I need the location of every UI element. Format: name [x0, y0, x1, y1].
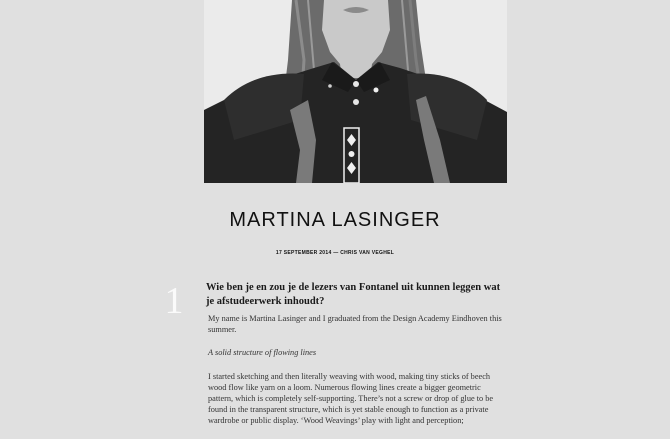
- portrait-photo: [204, 0, 507, 183]
- question-text: Wie ben je en zou je de lezers van Fontanel uit kunnen leggen wat je afstudeerwerk inhoudt?: [206, 282, 501, 307]
- article-title: MARTINA LASINGER: [229, 209, 441, 231]
- portrait-illustration: [204, 0, 507, 183]
- question-number: 1: [164, 280, 184, 322]
- answer-paragraph: I started sketching and then literally weaving with wood, making tiny sticks of beech wood flow like yarn on a loom. Numerous flowing lines create a bigger geometric pattern, which is completely self-supporting. There’s not a screw or drop of glue to be found in the transparent structure, which is yet stable enough to function as a private wardrobe or public display. ‘Wood Weavings’ play with light and perception;: [208, 371, 494, 426]
- answer-subheading: A solid structure of flowing lines: [208, 348, 317, 358]
- article-byline: 17 SEPTEMBER 2014 — CHRIS VAN VEGHEL: [275, 250, 395, 256]
- answer-body: [208, 313, 506, 439]
- answer-paragraph: My name is Martina Lasinger and I graduated from the Design Academy Eindhoven this summer.: [208, 314, 502, 335]
